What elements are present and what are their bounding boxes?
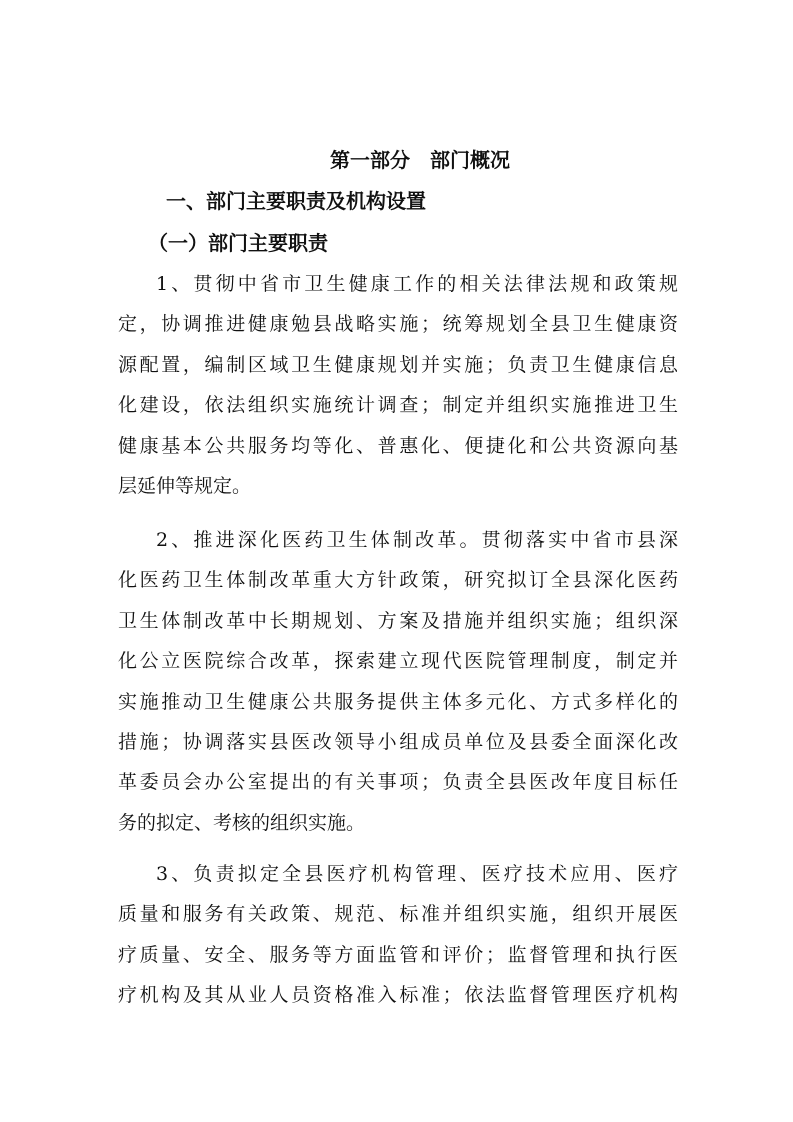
paragraph-line: 1、贯彻中省市卫生健康工作的相关法律法规和政策规 [156,273,678,295]
paragraph-line: 革委员会办公室提出的有关事项；负责全县医改年度目标任 [118,771,678,794]
paragraph-line: 健康基本公共服务均等化、普惠化、便捷化和公共资源向基 [118,434,678,457]
paragraph-line: 务的拟定、考核的组织实施。 [118,811,366,834]
paragraph-line: 化建设，依法组织实施统计调查；制定并组织实施推进卫生 [118,394,678,417]
paragraph-line: 3、负责拟定全县医疗机构管理、医疗技术应用、医疗 [156,863,678,885]
paragraph-3 [118,854,678,1016]
paragraph-line: 质量和服务有关政策、规范、标准并组织实施，组织开展医 [118,903,678,926]
paragraph-line: 疗质量、安全、服务等方面监管和评价；监督管理和执行医 [118,943,678,966]
paragraph-line: 2、推进深化医药卫生体制改革。贯彻落实中省市县深 [156,529,678,551]
paragraph-line: 措施；协调落实县医改领导小组成员单位及县委全面深化改 [118,730,678,753]
paragraph-line: 源配置，编制区域卫生健康规划并实施；负责卫生健康信息 [118,353,678,376]
paragraph-line: 卫生体制改革中长期规划、方案及措施并组织实施；组织深 [118,609,678,632]
paragraph-line: 定，协调推进健康勉县战略实施；统筹规划全县卫生健康资 [118,313,678,336]
paragraph-line: 层延伸等规定。 [118,474,252,497]
paragraph-line: 化公立医院综合改革，探索建立现代医院管理制度，制定并 [118,650,678,673]
paragraph-line: 疗机构及其从业人员资格准入标准；依法监督管理医疗机构 [118,984,678,1007]
paragraph-line: 实施推动卫生健康公共服务提供主体多元化、方式多样化的 [118,690,678,713]
paragraph-2 [118,520,678,843]
sub-heading: （一）部门主要职责 [148,231,328,255]
paragraph-1 [118,264,678,506]
part-title: 第一部分 部门概况 [330,148,510,172]
section-heading: 一、部门主要职责及机构设置 [166,189,426,213]
paragraph-line: 化医药卫生体制改革重大方针政策，研究拟订全县深化医药 [118,569,678,592]
